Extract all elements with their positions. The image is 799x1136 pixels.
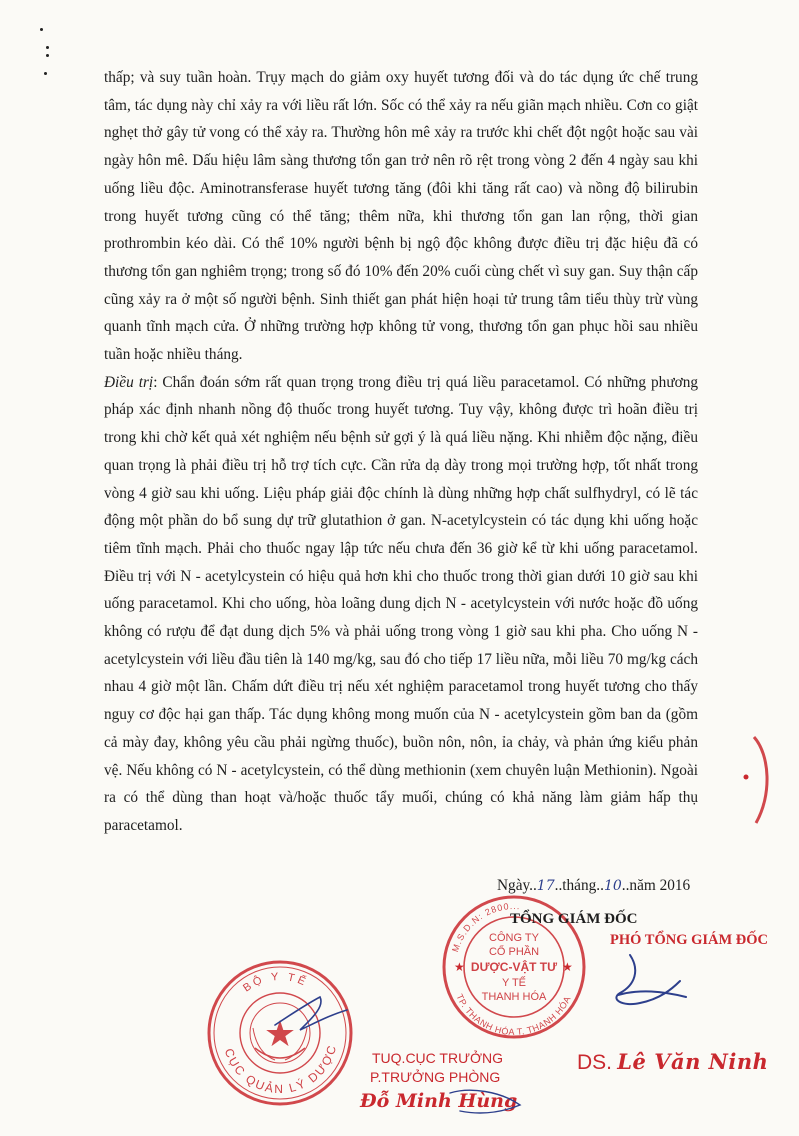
svg-text:★: ★ bbox=[263, 1014, 297, 1054]
company-stamp-line-1: CÔNG TY bbox=[489, 932, 539, 944]
deputy-director-title: PHÓ TỔNG GIÁM ĐỐC bbox=[610, 932, 769, 948]
body-text bbox=[104, 64, 698, 840]
bureau-authority-line: TUQ.CỤC TRƯỞNG bbox=[372, 1050, 504, 1066]
bureau-position-line: P.TRƯỞNG PHÒNG bbox=[370, 1069, 501, 1085]
treatment-label: Điều trị bbox=[104, 373, 154, 391]
director-title: TỔNG GIÁM ĐỐC bbox=[510, 911, 638, 927]
company-stamp-line-2: CỔ PHẦN bbox=[488, 946, 540, 958]
date-day: 17 bbox=[536, 878, 555, 894]
bureau-handwritten-signature bbox=[380, 1085, 530, 1125]
svg-text:★: ★ bbox=[454, 960, 465, 974]
deputy-name: Lê Văn Ninh bbox=[617, 1049, 769, 1074]
deputy-prefix: DS. bbox=[577, 1051, 613, 1074]
company-stamp-ring-bottom: TP. THANH HÓA T. THANH HÓA bbox=[454, 992, 573, 1038]
company-stamp-line-3: DƯỢC-VẬT TƯ bbox=[470, 960, 558, 974]
bureau-stamp-bottom: CỤC QUẢN LÝ DƯỢC bbox=[221, 1042, 340, 1097]
bureau-signer-name: Đỗ Minh Hùng bbox=[360, 1090, 518, 1112]
margin-marks bbox=[38, 28, 52, 88]
paragraph-overdose-symptoms: thấp; và suy tuần hoàn. Trụy mạch do giảm oxy huyết tương đối và do tác dụng ức chế trung tâm, tác dụng này chỉ xảy ra với liều rất lớn. Sốc có thể xảy ra nếu giãn mạch nhiều. Cơn co giật nghẹt thở gây tử vong có thể xảy ra. Thường hôn mê xảy ra trước khi chết đột ngột hoặc sau vài ngày hôn mê. Dấu hiệu lâm sàng thương tổn gan trở nên rõ rệt trong vòng 2 đến 4 ngày sau khi uống liều độc. Aminotransferase huyết tương tăng (đôi khi tăng rất cao) và nồng độ bilirubin trong huyết tương cũng có thể tăng; thêm nữa, khi thương tổn gan lan rộng, thời gian prothrombin kéo dài. Có thể 10% người bệnh bị ngộ độc không được điều trị đặc hiệu đã có thương tổn gan nghiêm trọng; trong số đó 10% đến 20% cuối cùng chết vì suy gan. Suy thận cấp cũng xảy ra ở một số người bệnh. Sinh thiết gan phát hiện hoại tử trung tâm tiểu thùy trừ vùng quanh tĩnh mạch cửa. Ở những trường hợp không tử vong, thương tổn gan phục hồi sau nhiều tuần hoặc nhiều tháng. bbox=[104, 69, 698, 364]
treatment-text: : Chẩn đoán sớm rất quan trọng trong điều trị quá liều paracetamol. Có những phương pháp xác định nhanh nồng độ thuốc trong huyết tương. Tuy vậy, không được trì hoãn điều trị trong khi chờ kết quả xét nghiệm nếu bệnh sử gợi ý là quá liều nặng. Khi nhiễm độc nặng, điều quan trọng là phải điều trị hỗ trợ tích cực. Cần rửa dạ dày trong mọi trường hợp, tốt nhất trong vòng 4 giờ sau khi uống. Liệu pháp giải độc chính là dùng những hợp chất sulfhydryl, có lẽ tác động một phần do bổ sung dự trữ glutathion ở gan. N-acetylcystein có tác dụng khi uống hoặc tiêm tĩnh mạch. Phải cho thuốc ngay lập tức nếu chưa đến 36 giờ kể từ khi uống paracetamol. Điều trị với N - acetylcystein có hiệu quả hơn khi cho thuốc trong thời gian dưới 10 giờ sau khi uống paracetamol. Khi cho uống, hòa loãng dung dịch N - acetylcystein với nước hoặc đồ uống không có rượu để đạt dung dịch 5% và phải uống trong vòng 1 giờ sau khi pha. Cho uống N - acetylcystein với liều đầu tiên là 140 mg/kg, sau đó cho tiếp 17 liều nữa, mỗi liều 70 mg/kg cách nhau 4 giờ một lần. Chấm dứt điều trị nếu xét nghiệm paracetamol trong huyết tương cho thấy nguy cơ độc hại gan thấp. Tác dụng không mong muốn của N - acetylcystein gồm ban da (gồm cả mày đay, không yêu cầu phải ngừng thuốc), buồn nôn, nôn, ỉa chảy, và phản ứng kiểu phản vệ. Nếu không có N - acetylcystein, có thể dùng methionin (xem chuyên luận Methionin). Ngoài ra có thể dùng than hoạt và/hoặc thuốc tẩy muối, chúng có khả năng làm giảm hấp thụ paracetamol. bbox=[104, 373, 699, 834]
bureau-stamp-top: BỘ Y TẾ bbox=[241, 970, 310, 995]
date-month: 10 bbox=[603, 878, 622, 894]
deputy-signer-name bbox=[577, 1049, 768, 1075]
paragraph-treatment bbox=[104, 369, 698, 840]
date-line: Ngày..17..tháng..10..năm 2016 bbox=[497, 877, 691, 894]
deputy-signature bbox=[600, 945, 690, 1020]
bureau-signature bbox=[265, 985, 355, 1045]
company-stamp-ring-top: M.S.D.N: 2800... bbox=[450, 900, 521, 954]
edge-stamp-fragment bbox=[736, 735, 776, 825]
company-stamp-line-4: Y TẾ bbox=[501, 977, 527, 989]
svg-text:★: ★ bbox=[562, 960, 573, 974]
company-stamp-line-5: THANH HÓA bbox=[481, 991, 547, 1003]
